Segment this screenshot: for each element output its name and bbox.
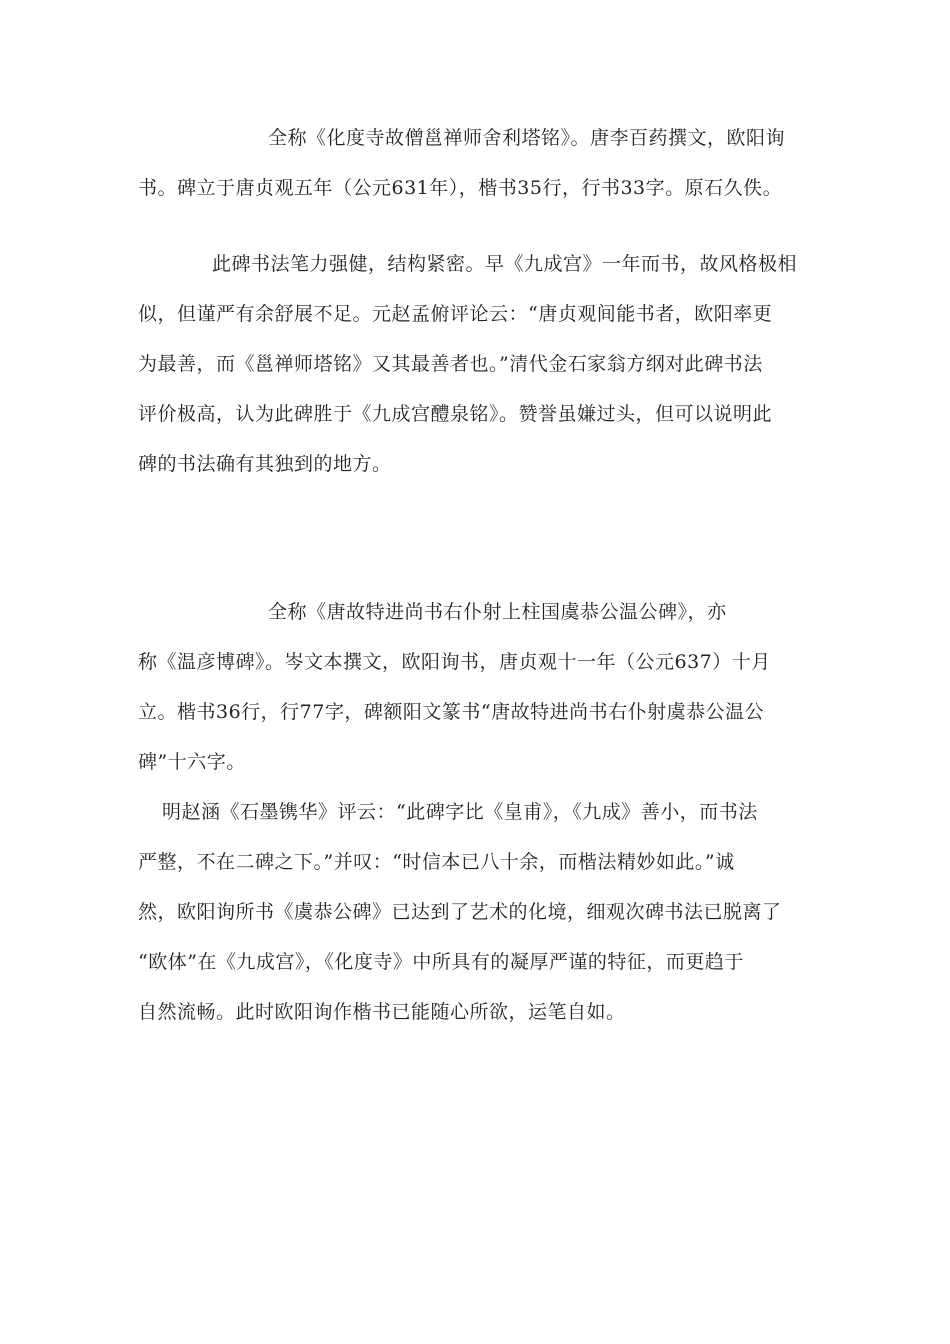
s1-p2-line-1: 此碑书法笔力强健，结构紧密。早《九成宫》一年而书，故风格极相 [212,253,798,275]
s2-p2-line-3: 然，欧阳询所书《虞恭公碑》已达到了艺术的化境，细观次碑书法已脱离了 [138,901,782,923]
s1-p1-line-1: 全称《化度寺故僧邕禅师舍利塔铭》。唐李百药撰文，欧阳询 [268,127,786,149]
s1-p2-line-2: 似，但谨严有余舒展不足。元赵孟俯评论云：“唐贞观间能书者，欧阳率更 [138,303,773,325]
s1-p2-line-4: 评价极高，认为此碑胜于《九成宫醴泉铭》。赞誉虽嫌过头，但可以说明此 [138,403,773,425]
s1-p2-line-3: 为最善，而《邕禅师塔铭》又其最善者也。”清代金石家翁方纲对此碑书法 [138,353,763,375]
s2-p1-line-1: 全称《唐故特进尚书右仆射上柱国虞恭公温公碑》，亦 [268,601,727,623]
s2-p2-line-5: 自然流畅。此时欧阳询作楷书已能随心所欲，运笔自如。 [138,1001,626,1023]
s1-p1-line-2: 书。碑立于唐贞观五年（公元631年），楷书35行，行书33字。原石久佚。 [138,177,783,199]
s2-p1-line-3: 立。楷书36行，行77字，碑额阳文篆书“唐故特进尚书右仆射虞恭公温公 [138,701,765,723]
s2-p2-line-4: “欧体”在《九成宫》，《化度寺》中所具有的凝厚严谨的特征，而更趋于 [138,951,744,973]
s2-p2-line-2: 严整，不在二碑之下。”并叹：“时信本已八十余，而楷法精妙如此。”诚 [138,851,735,873]
s2-p1-line-2: 称《温彦博碑》。岑文本撰文，欧阳询书，唐贞观十一年（公元637）十月 [138,651,771,673]
s2-p2-line-1: 明赵涵《石墨镌华》评云：“此碑字比《皇甫》，《九成》善小，而书法 [162,801,758,823]
s1-p2-line-5: 碑的书法确有其独到的地方。 [138,453,392,475]
s2-p1-line-4: 碑”十六字。 [138,751,246,773]
